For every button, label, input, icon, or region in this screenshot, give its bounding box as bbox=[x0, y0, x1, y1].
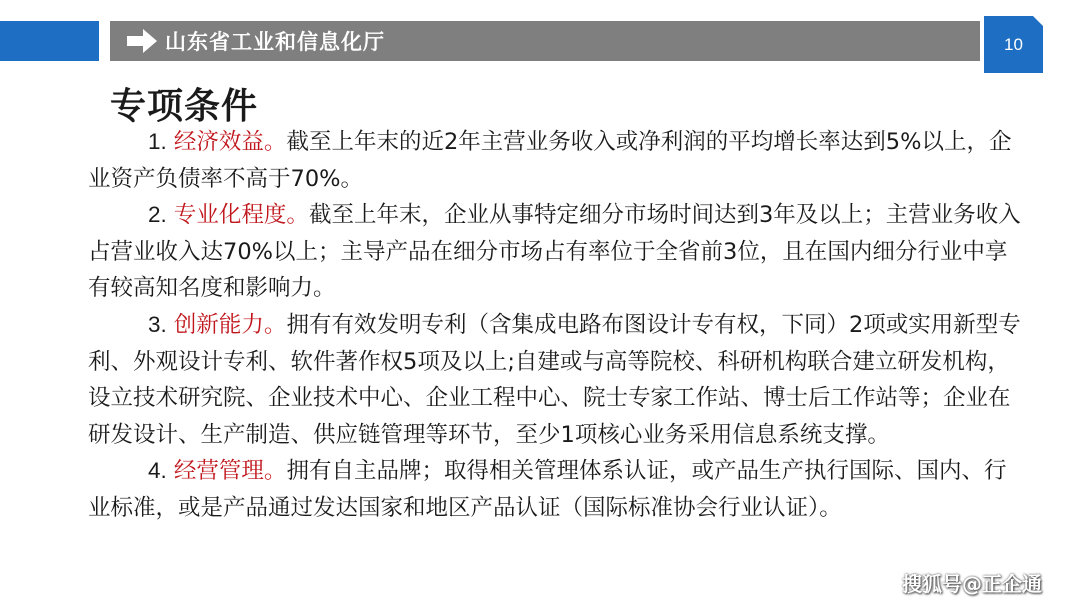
condition-item bbox=[88, 307, 1028, 453]
header-bar bbox=[110, 21, 980, 61]
page-number-badge bbox=[984, 16, 1043, 73]
item-heading: 创新能力。 bbox=[173, 311, 287, 338]
left-accent-bar bbox=[0, 21, 99, 61]
item-text: 截至上年末的近2年主营业务收入或净利润的平均增长率达到5%以上，企业资产负债率不高于70%。 bbox=[88, 129, 1012, 192]
page-number: 10 bbox=[1004, 34, 1023, 54]
condition-item bbox=[88, 453, 1028, 526]
item-number: 3. bbox=[148, 311, 167, 337]
item-text: 拥有自主品牌；取得相关管理体系认证，或产品生产执行国际、国内、行业标准，或是产品通过发达国家和地区产品认证（国际标准协会行业认证）。 bbox=[88, 458, 1007, 521]
item-number: 1. bbox=[148, 129, 167, 154]
item-text: 拥有有效发明专利（含集成电路布图设计专有权，下同）2项或实用新型专利、外观设计专利、软件著作权5项及以上;自建或与高等院校、科研机构联合建立研发机构，设立技术研究院、企业技术中心、企业工程中心、院士专家工作站、博士后工作站等；企业在研发设计、生产制造、供应链管理等环节，至少1项核心业务采用信息系统支撑。 bbox=[88, 311, 1021, 448]
item-number: 4. bbox=[148, 458, 167, 484]
item-heading: 专业化程度。 bbox=[173, 202, 309, 229]
item-heading: 经营管理。 bbox=[173, 458, 287, 485]
header-title: 山东省工业和信息化厅 bbox=[165, 30, 385, 54]
condition-item bbox=[88, 197, 1028, 307]
item-text: 截至上年末，企业从事特定细分市场时间达到3年及以上；主营业务收入占营业收入达70%以上；主导产品在细分市场占有率位于全省前3位，且在国内细分行业中享有较高知名度和影响力。 bbox=[88, 202, 1021, 302]
condition-item bbox=[88, 124, 1028, 197]
item-number: 2. bbox=[148, 202, 167, 228]
arrow-right-icon bbox=[127, 29, 157, 53]
item-heading: 经济效益。 bbox=[173, 129, 287, 155]
watermark: 搜狐号@正企通 bbox=[902, 572, 1042, 596]
conditions-list bbox=[88, 124, 1028, 527]
section-title: 专项条件 bbox=[110, 86, 259, 127]
